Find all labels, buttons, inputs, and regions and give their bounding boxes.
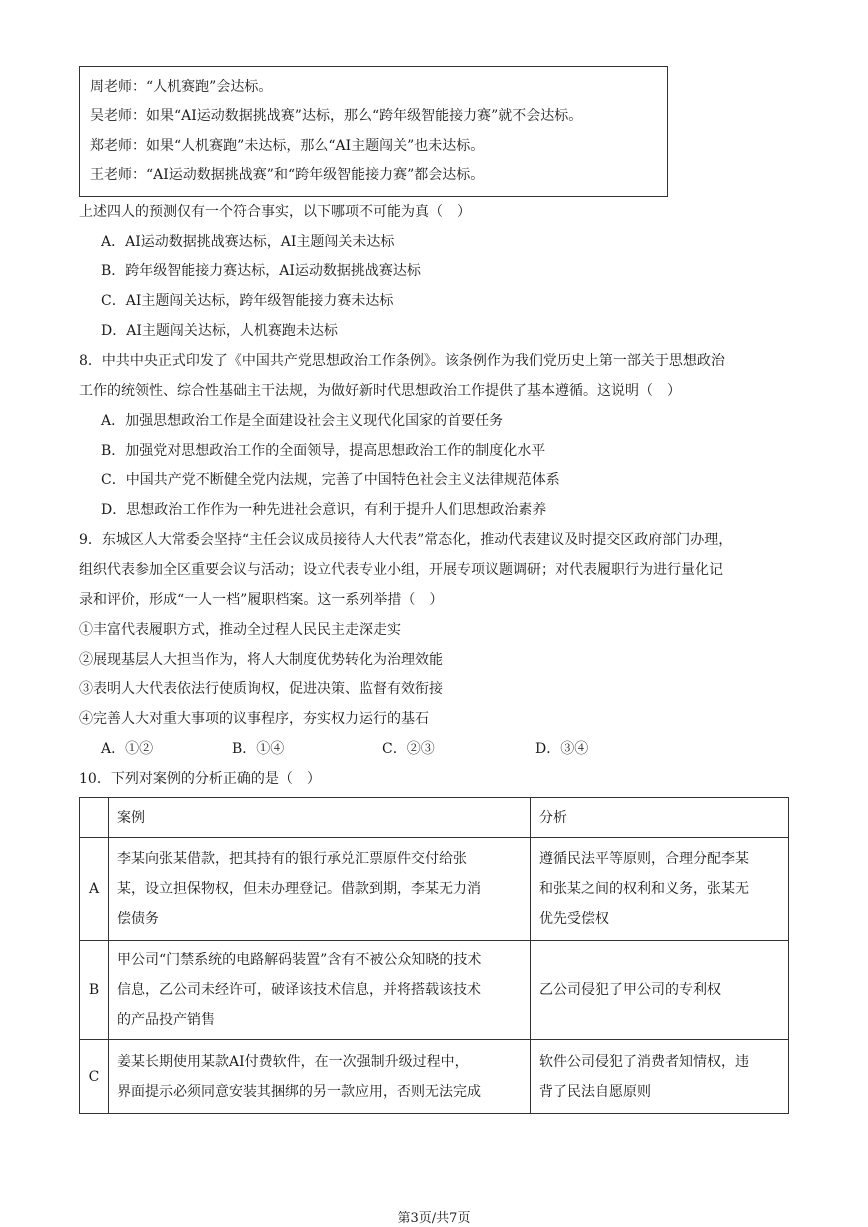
- case-line: 姜某长期使用某款AI付费软件，在一次强制升级过程中，: [117, 1053, 469, 1070]
- table-row: [80, 1040, 789, 1114]
- analysis-line: 和张某之间的权利和义务，张某无: [539, 881, 749, 897]
- q8-stem-line-1: 8．中共中央正式印发了《中国共产党思想政治工作条例》。该条例作为我们党历史上第一部关于思想政治: [79, 353, 725, 369]
- q9-choice-b: B．①④: [232, 741, 285, 757]
- q8-stem-line-2: 工作的统领性、综合性基础主干法规，为做好新时代思想政治工作提供了基本遵循。这说明（ ）: [79, 383, 681, 399]
- q7-option-d: D．AI主题闯关达标，人机赛跑未达标: [101, 323, 338, 339]
- page-footer: 第3页/共7页: [397, 1211, 471, 1226]
- analysis-line: 软件公司侵犯了消费者知情权，违: [539, 1053, 749, 1070]
- case-table: [79, 797, 789, 1114]
- row-label: B: [80, 941, 109, 1040]
- predictions-box: [79, 66, 668, 197]
- q9-item-4: ④完善人大对重大事项的议事程序，夯实权力运行的基石: [79, 711, 429, 727]
- q7-option-a: A．AI运动数据挑战赛达标，AI主题闯关未达标: [101, 234, 395, 250]
- q9-choice-c: C．②③: [382, 741, 435, 757]
- box-line-2: 吴老师：如果“AI运动数据挑战赛”达标，那么“跨年级智能接力赛”就不会达标。: [90, 108, 583, 124]
- table-header-analysis: 分析: [531, 798, 789, 838]
- case-line: 某，设立担保物权，但未办理登记。借款到期，李某无力消: [117, 881, 481, 897]
- q7-option-b: B．跨年级智能接力赛达标，AI运动数据挑战赛达标: [101, 263, 421, 279]
- row-case: [109, 838, 531, 941]
- q9-item-3: ③表明人大代表依法行使质询权，促进决策、监督有效衔接: [79, 681, 443, 697]
- case-line: 甲公司“门禁系统的电路解码装置”含有不被公众知晓的技术: [117, 952, 482, 968]
- row-analysis: [531, 1040, 789, 1114]
- case-line: 界面提示必须同意安装其捆绑的另一款应用，否则无法完成: [117, 1083, 481, 1100]
- q9-stem-line-1: 9．东城区人大常委会坚持“主任会议成员接待人大代表”常态化，推动代表建议及时提交区政府部门办理，: [79, 532, 733, 548]
- q9-choice-d: D．③④: [535, 741, 589, 757]
- case-line: 偿债务: [117, 911, 159, 927]
- table-header-case: 案例: [109, 798, 531, 838]
- box-line-3: 郑老师：如果“人机赛跑”未达标，那么“AI主题闯关”也未达标。: [90, 138, 485, 154]
- analysis-line: 遵循民法平等原则，合理分配李某: [539, 851, 749, 867]
- row-analysis: [531, 941, 789, 1040]
- q9-choice-a: A．①②: [101, 741, 154, 757]
- q7-stem: 上述四人的预测仅有一个符合事实，以下哪项不可能为真（ ）: [79, 204, 471, 220]
- q7-option-c: C．AI主题闯关达标，跨年级智能接力赛未达标: [101, 293, 394, 309]
- table-row: [80, 941, 789, 1040]
- q8-option-b: B．加强党对思想政治工作的全面领导，提高思想政治工作的制度化水平: [101, 443, 546, 459]
- table-row: [80, 838, 789, 941]
- box-line-1: 周老师：“人机赛跑”会达标。: [90, 79, 273, 95]
- q8-option-d: D．思想政治工作作为一种先进社会意识，有利于提升人们思想政治素养: [101, 502, 547, 518]
- q9-stem-line-3: 录和评价，形成“一人一档”履职档案。这一系列举措（ ）: [79, 592, 444, 608]
- row-label: C: [80, 1040, 109, 1114]
- row-case: [109, 941, 531, 1040]
- q8-option-a: A．加强思想政治工作是全面建设社会主义现代化国家的首要任务: [101, 413, 504, 429]
- table-header-blank: [80, 798, 109, 838]
- case-line: 信息，乙公司未经许可，破译该技术信息，并将搭载该技术: [117, 982, 481, 998]
- analysis-line: 优先受偿权: [539, 911, 609, 927]
- row-case: [109, 1040, 531, 1114]
- box-line-4: 王老师：“AI运动数据挑战赛”和“跨年级智能接力赛”都会达标。: [90, 167, 485, 183]
- analysis-line: 背了民法自愿原则: [539, 1083, 651, 1100]
- analysis-line: 乙公司侵犯了甲公司的专利权: [539, 982, 721, 998]
- q8-option-c: C．中国共产党不断健全党内法规，完善了中国特色社会主义法律规范体系: [101, 472, 560, 488]
- q9-stem-line-2: 组织代表参加全区重要会议与活动；设立代表专业小组，开展专项议题调研；对代表履职行为进行量化记: [79, 562, 723, 578]
- q10-stem: 10．下列对案例的分析正确的是（ ）: [79, 771, 321, 787]
- case-line: 的产品投产销售: [117, 1012, 215, 1028]
- q9-item-1: ①丰富代表履职方式，推动全过程人民民主走深走实: [79, 622, 401, 638]
- case-line: 李某向张某借款，把其持有的银行承兑汇票原件交付给张: [117, 851, 467, 867]
- row-analysis: [531, 838, 789, 941]
- row-label: A: [80, 838, 109, 941]
- table-header-row: [80, 798, 789, 838]
- q9-item-2: ②展现基层人大担当作为，将人大制度优势转化为治理效能: [79, 652, 443, 668]
